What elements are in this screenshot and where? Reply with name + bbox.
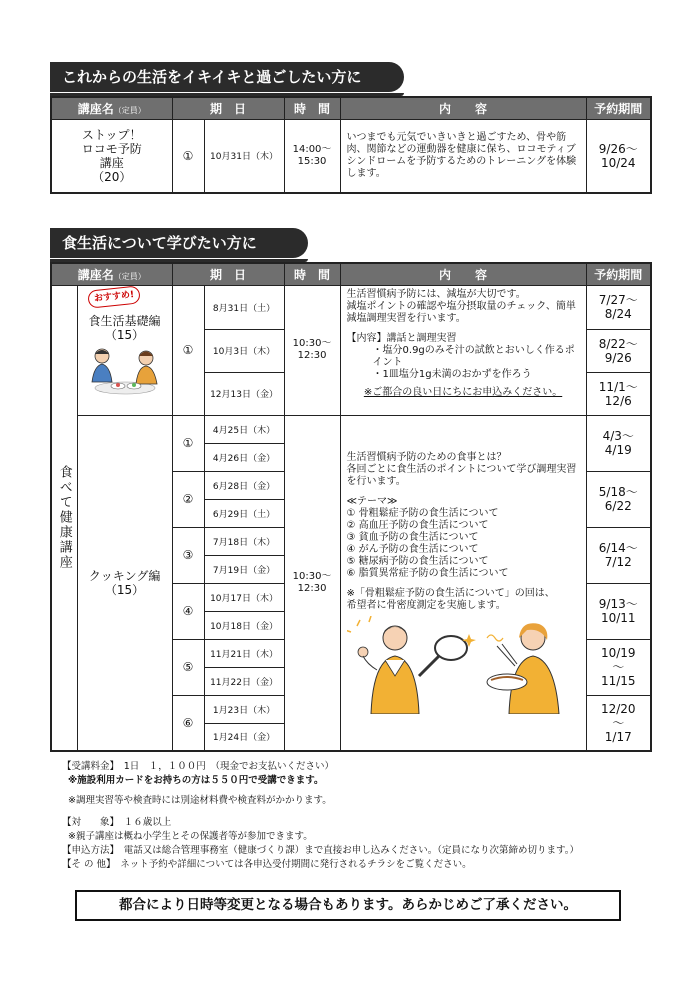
section1-banner: これからの生活をイキイキと過ごしたい方に bbox=[50, 62, 404, 92]
header-date: 期 日 bbox=[172, 263, 284, 285]
other-line: 【そ の 他】 ネット予約や詳細については各申込受付期間に発行されるチラシをご覧ください。 bbox=[62, 859, 472, 870]
reservation-period: 4/3〜 4/19 bbox=[586, 415, 651, 471]
dining-people-illustration bbox=[82, 342, 168, 400]
course-content-basic: 生活習慣病予防には、減塩が大切です。 減塩ポイントの確認や塩分摂取量のチェック、簡単減塩調理実習を行います。 【内容】講話と調理実習 ・塩分0.9gのみそ汁の試飲とおいしく作るポイント ・1皿塩分1g未満のおかずを作ろう ※ご都合の良い日にちにお申込みください。 bbox=[340, 285, 586, 415]
target-line: 【対 象】 １６歳以上 bbox=[62, 817, 172, 828]
fee-extra-line: ※調理実習等や検査時には別途材料費や検査料がかかります。 bbox=[68, 795, 332, 806]
session-number: ⑥ bbox=[172, 695, 204, 751]
session-number: ① bbox=[172, 119, 204, 193]
section1-table bbox=[50, 96, 652, 194]
session-time: 10:30〜 12:30 bbox=[284, 415, 340, 751]
header-course-name: 講座名（定員） bbox=[51, 263, 172, 285]
category-label: 食べて健康講座 bbox=[56, 465, 72, 571]
course-name-locomo: ストップ！ ロコモ予防 講座 （20） bbox=[51, 119, 172, 193]
header-period: 予約期間 bbox=[586, 97, 651, 119]
reservation-period: 8/22〜 9/26 bbox=[586, 329, 651, 372]
header-time: 時 間 bbox=[284, 97, 340, 119]
session-number: ④ bbox=[172, 583, 204, 639]
session-number: ⑤ bbox=[172, 639, 204, 695]
session-time: 14:00〜 15:30 bbox=[284, 119, 340, 193]
session-date: 10月17日（木） bbox=[204, 583, 284, 611]
session-number: ③ bbox=[172, 527, 204, 583]
session-date: 10月31日（木） bbox=[204, 119, 284, 193]
session-number: ① bbox=[172, 415, 204, 471]
session-date: 4月25日（木） bbox=[204, 415, 284, 443]
session-date: 7月19日（金） bbox=[204, 555, 284, 583]
session-date: 10月3日（木） bbox=[204, 329, 284, 372]
header-course-name: 講座名（定員） bbox=[51, 97, 172, 119]
section2-table bbox=[50, 262, 652, 752]
reservation-period: 9/13〜 10/11 bbox=[586, 583, 651, 639]
session-date: 11月21日（木） bbox=[204, 639, 284, 667]
course-content-cooking: 生活習慣病予防のための食事とは？ 各回ごとに食生活のポイントについて学び調理実習を行います。 ≪テーマ≫ ① 骨粗鬆症予防の食生活について ② 高血圧予防の食生活について ③ 貧血予防の食生活について ④ がん予防の食生活について ⑤ 糖尿病予防の食生活について ⑥ 脂質異常症予防の食生活について ※「骨粗鬆症予防の食生活について」の回は、 希望者に骨密度測定を実施します。 bbox=[340, 415, 586, 751]
recommended-badge: おすすめ! bbox=[87, 285, 141, 308]
course-basic: おすすめ! 食生活基礎編 （15） bbox=[77, 285, 172, 415]
session-time: 10:30〜 12:30 bbox=[284, 285, 340, 415]
header-time: 時 間 bbox=[284, 263, 340, 285]
category-cell bbox=[51, 285, 77, 751]
header-content: 内 容 bbox=[340, 263, 586, 285]
session-date: 4月26日（金） bbox=[204, 443, 284, 471]
session-date: 10月18日（金） bbox=[204, 611, 284, 639]
apply-line: 【申込方法】 電話又は総合管理事務室（健康づくり課）まで直接お申し込みください。（定員になり次第締め切ります。） bbox=[62, 845, 579, 856]
session-date: 11月22日（金） bbox=[204, 667, 284, 695]
reservation-period: 12/20 〜 1/17 bbox=[586, 695, 651, 751]
header-period: 予約期間 bbox=[586, 263, 651, 285]
change-notice: 都合により日時等変更となる場合もあります。あらかじめご了承ください。 bbox=[75, 890, 621, 921]
course-content: いつまでも元気でいきいきと過ごすため、骨や筋肉、関節などの運動器を健康に保ち、ロコモティブシンドロームを予防するためのトレーニングを体験します。 bbox=[340, 119, 586, 193]
section2-banner: 食生活について学びたい方に bbox=[50, 228, 308, 258]
reservation-period: 7/27〜 8/24 bbox=[586, 285, 651, 329]
session-date: 6月29日（土） bbox=[204, 499, 284, 527]
session-date: 1月23日（木） bbox=[204, 695, 284, 723]
reservation-period: 9/26〜 10/24 bbox=[586, 119, 651, 193]
session-number: ① bbox=[172, 285, 204, 415]
basic-note: ※ご都合の良い日にちにお申込みください。 bbox=[363, 386, 563, 398]
session-date: 1月24日（金） bbox=[204, 723, 284, 751]
session-date: 7月18日（木） bbox=[204, 527, 284, 555]
reservation-period: 5/18〜 6/22 bbox=[586, 471, 651, 527]
session-date: 8月31日（土） bbox=[204, 285, 284, 329]
header-date: 期 日 bbox=[172, 97, 284, 119]
session-date: 12月13日（金） bbox=[204, 372, 284, 415]
reservation-period: 11/1〜 12/6 bbox=[586, 372, 651, 415]
session-number: ② bbox=[172, 471, 204, 527]
course-cooking: クッキング編 （15） bbox=[77, 415, 172, 751]
cooking-people-illustration bbox=[347, 616, 577, 714]
fee-line: 【受講料金】 1日 １，１００円 （現金でお支払いください） bbox=[62, 761, 335, 772]
fee-discount-line: ※施設利用カードをお持ちの方は５５０円で受講できます。 bbox=[68, 775, 324, 786]
reservation-period: 6/14〜 7/12 bbox=[586, 527, 651, 583]
session-date: 6月28日（金） bbox=[204, 471, 284, 499]
reservation-period: 10/19 〜 11/15 bbox=[586, 639, 651, 695]
footer-info bbox=[62, 760, 579, 872]
header-content: 内 容 bbox=[340, 97, 586, 119]
target-note-line: ※親子講座は概ね小学生とその保護者等が参加できます。 bbox=[68, 831, 313, 842]
